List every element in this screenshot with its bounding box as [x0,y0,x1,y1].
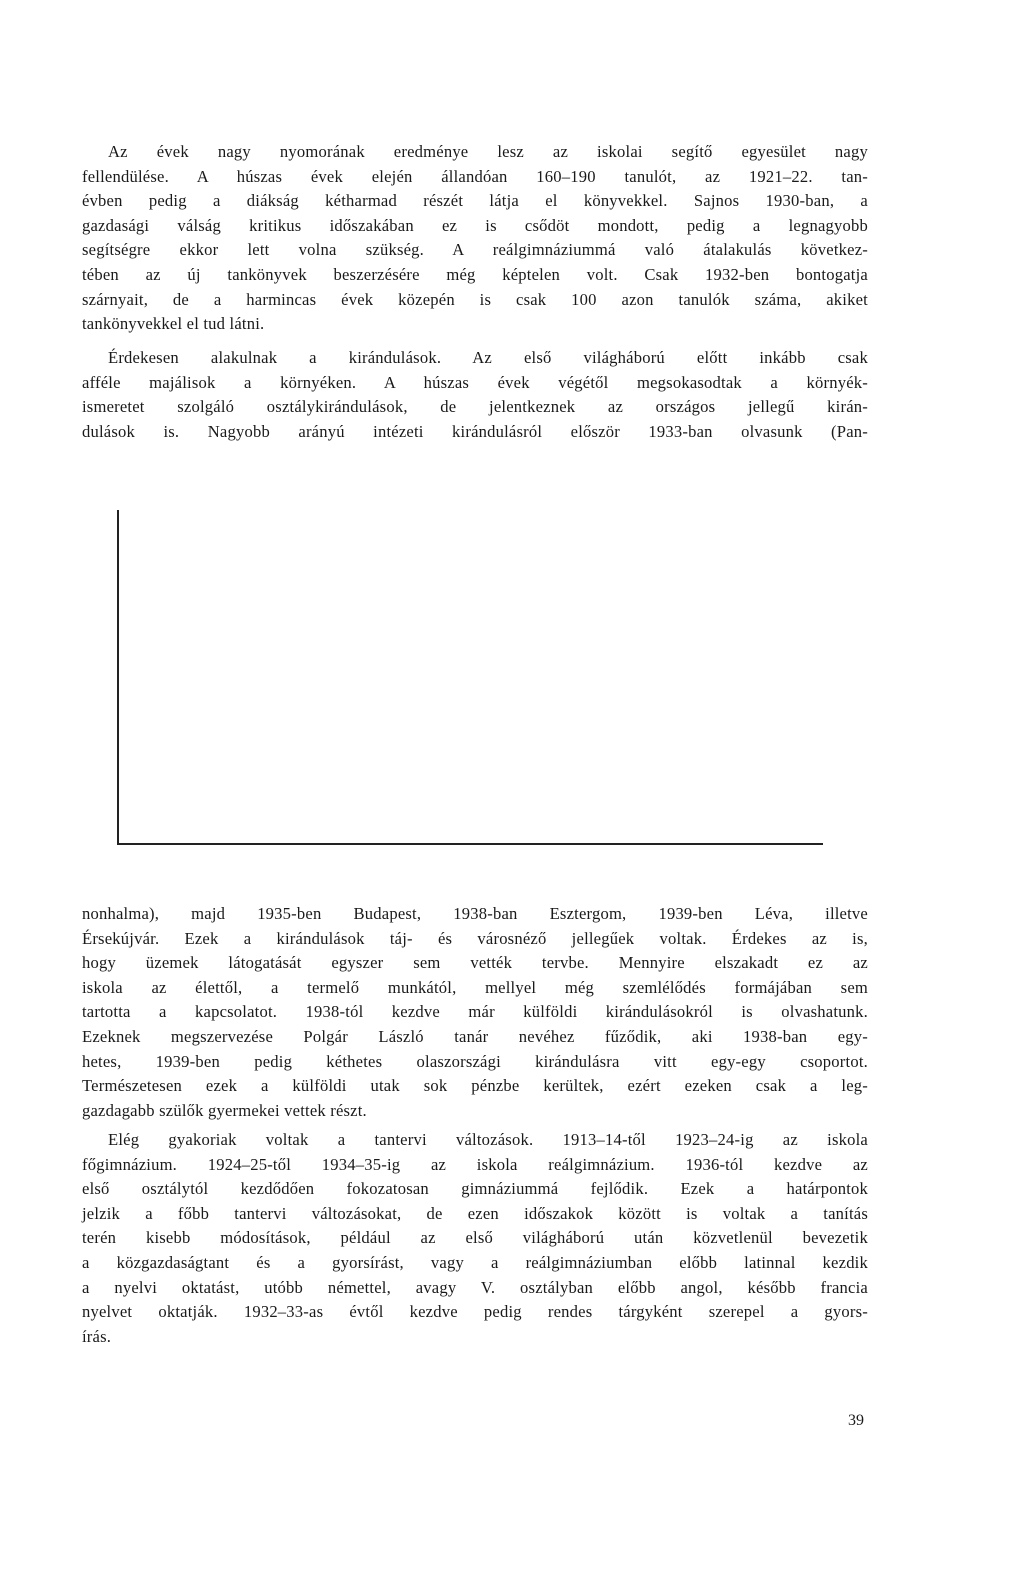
frame-bottom-rule [117,843,823,845]
text-line: afféle majálisok a környéken. A húszas évek végétől megsokasodtak a környék- [82,372,868,392]
text-line: jelzik a főbb tantervi változásokat, de ezen időszakok között is voltak a tanítás [82,1203,868,1223]
blank-figure-frame [117,510,823,845]
text-line: nyelvet oktatják. 1932–33-as évtől kezdve pedig rendes tárgyként szerepel a gyors- [82,1302,868,1322]
text-line: nonhalma), majd 1935-ben Budapest, 1938-ban Esztergom, 1939-ben Léva, illetve [82,904,868,923]
text-line: gazdasági válság kritikus időszakában ez is csődöt mondott, pedig a legnagyobb [82,215,868,235]
paragraph-curriculum-changes [82,1128,868,1349]
text-line: a közgazdaságtant és a gyorsírást, vagy a reálgimnáziumban előbb latinnal kezdik [82,1252,868,1272]
text-line: ismeretet szolgáló osztálykirándulások, de jelentkeznek az országos jellegű kirán- [82,397,868,417]
text-line: tében az új tankönyvek beszerzésére még képtelen volt. Csak 1932-ben bontogatja [82,264,868,284]
text-line: dulások is. Nagyobb arányú intézeti kirándulásról először 1933-ban olvasunk (Pan- [82,421,868,441]
text-line: a nyelvi oktatást, utóbb némettel, avagy V. osztályban előbb angol, később francia [82,1277,868,1297]
text-line: terén kisebb módosítások, például az első világháború után közvetlenül bevezetik [82,1228,868,1248]
text-line: első osztálytól kezdődően fokozatosan gimnáziummá fejlődik. Ezek a határpontok [82,1179,868,1199]
text-line: Elég gyakoriak voltak a tantervi változások. 1913–14-től 1923–24-ig az iskola [108,1130,868,1149]
text-line: évben pedig a diákság kétharmad részét látja el könyvekkel. Sajnos 1930-ban, a [82,191,868,211]
text-line: iskola az élettől, a termelő munkától, mellyel még szemlélődés formájában sem [82,977,868,997]
text-line: Az évek nagy nyomorának eredménye lesz az iskolai segítő egyesület nagy [108,142,868,161]
text-line: szárnyait, de a harmincas évek közepén is csak 100 azon tanulók száma, akiket [82,289,868,309]
text-line: hetes, 1939-ben pedig kéthetes olaszországi kirándulásra vitt egy-egy csoportot. [82,1051,868,1071]
text-line: tankönyvekkel el tud látni. [82,314,265,334]
text-line: fellendülése. A húszas évek elején állandóan 160–190 tanulót, az 1921–22. tan- [82,166,868,186]
text-line: gazdagabb szülők gyermekei vettek részt. [82,1100,367,1120]
page-number: 39 [848,1412,864,1429]
paragraph-excursions [82,346,868,444]
text-line: főgimnázium. 1924–25-től 1934–35-ig az iskola reálgimnázium. 1936-tól kezdve az [82,1154,868,1174]
text-line: segítségre ekkor lett volna szükség. A reálgimnáziummá való átalakulás következ- [82,240,868,260]
text-line: írás. [82,1326,112,1346]
text-line: Természetesen ezek a külföldi utak sok pénzbe kerültek, ezért ezeken csak a leg- [82,1076,868,1096]
text-line: tartotta a kapcsolatot. 1938-tól kezdve már külföldi kirándulásokról is olvashatunk. [82,1002,868,1022]
text-line: Érsekújvár. Ezek a kirándulások táj- és városnéző jellegűek voltak. Érdekes az is, [82,928,868,948]
text-line: Ezeknek megszervezése Polgár László tanár nevéhez fűződik, aki 1938-ban egy- [82,1026,868,1046]
paragraph-school-aid-society [82,140,868,337]
frame-left-rule [117,510,119,845]
paragraph-excursions-continued [82,902,868,1123]
text-line: hogy üzemek látogatását egyszer sem vették tervbe. Mennyire elszakadt ez az [82,953,868,973]
text-line: Érdekesen alakulnak a kirándulások. Az első világháború előtt inkább csak [108,348,868,367]
